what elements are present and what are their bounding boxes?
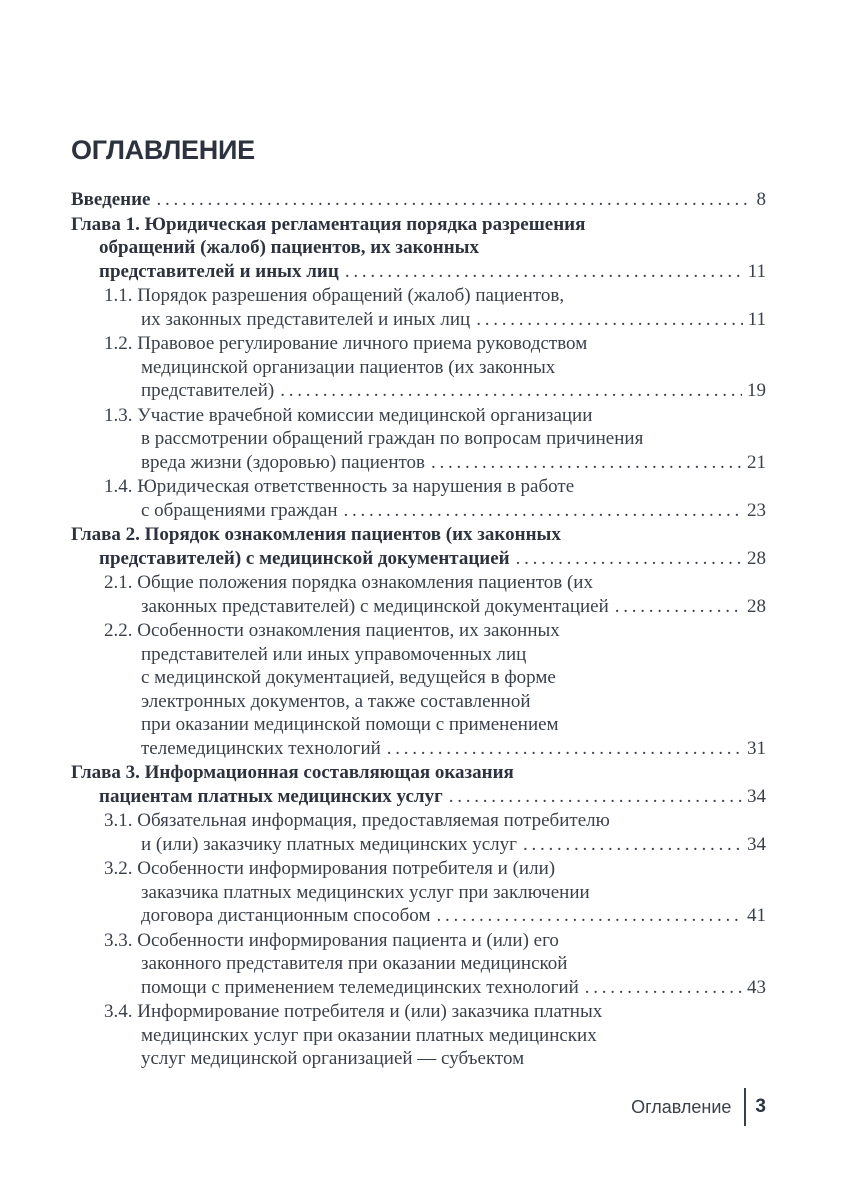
dot-leader [344, 499, 743, 523]
toc-entry-text: и (или) заказчику платных медицинских услуг [141, 833, 517, 855]
toc-entry-text: 1.1. Порядок разрешения обращений (жалоб) пациентов, [104, 285, 565, 306]
toc-entry-text: законных представителей) с медицинской документацией [141, 595, 609, 617]
dot-leader [516, 547, 742, 571]
toc-line [71, 857, 766, 881]
dot-leader [157, 188, 752, 212]
toc-page-number: 28 [747, 595, 766, 617]
toc-line [71, 523, 766, 547]
dot-leader [436, 904, 742, 928]
toc-line [71, 260, 766, 284]
toc-line [71, 547, 766, 571]
toc-entry [71, 475, 766, 522]
toc-list [71, 188, 766, 1071]
toc-entry-text: Введение [71, 189, 151, 210]
toc-line [71, 643, 766, 667]
dot-leader [476, 308, 743, 332]
footer-section-label: Оглавление [631, 1096, 732, 1117]
toc-line [71, 785, 766, 809]
toc-entry-text: при оказании медицинской помощи с применением [141, 714, 559, 735]
toc-line [71, 427, 766, 451]
dot-leader [345, 260, 743, 284]
toc-line [71, 976, 766, 1000]
toc-line [71, 1024, 766, 1048]
toc-entry [71, 929, 766, 1000]
toc-line [71, 666, 766, 690]
toc-page-number: 34 [747, 833, 766, 855]
toc-page-number: 43 [747, 976, 766, 998]
toc-entry-text: 1.3. Участие врачебной комиссии медицинской организации [104, 404, 593, 426]
toc-entry-text: 2.2. Особенности ознакомления пациентов, их законных [104, 620, 560, 641]
toc-line [71, 356, 766, 380]
toc-page-number: 21 [747, 451, 766, 473]
toc-line [71, 308, 766, 332]
dot-leader [523, 833, 742, 857]
toc-entry-text: пациентам платных медицинских услуг [99, 785, 443, 807]
toc-entry-text: представителей) с медицинской документацией [99, 547, 510, 569]
toc-line [71, 595, 766, 619]
toc-entry [71, 213, 766, 284]
toc-entry-text: заказчика платных медицинских услуг при заключении [141, 881, 590, 903]
toc-entry-text: Глава 1. Юридическая регламентация порядка разрешения [71, 213, 586, 235]
toc-line [71, 284, 766, 308]
toc-entry-text: в рассмотрении обращений граждан по вопросам причинения [141, 428, 644, 449]
toc-entry-text: помощи с применением телемедицинских технологий [141, 976, 579, 998]
toc-line [71, 236, 766, 260]
toc-line [71, 451, 766, 475]
toc-page-number: 11 [747, 308, 766, 330]
toc-entry-text: с медицинской документацией, ведущейся в форме [141, 667, 556, 688]
toc-line [71, 737, 766, 761]
dot-leader [585, 976, 742, 1000]
toc-entry-text: электронных документов, а также составленной [141, 690, 531, 712]
toc-entry [71, 332, 766, 403]
toc-entry [71, 284, 766, 331]
dot-leader [280, 379, 742, 403]
toc-entry-text: с обращениями граждан [141, 499, 338, 521]
toc-page-number: 28 [747, 547, 766, 569]
toc-entry-text: законного представителя при оказании медицинской [141, 953, 568, 974]
toc-line [71, 929, 766, 953]
toc-page-number: 23 [747, 499, 766, 521]
toc-line [71, 761, 766, 785]
dot-leader [449, 785, 742, 809]
footer-divider [744, 1088, 746, 1126]
toc-line [71, 713, 766, 737]
toc-entry [71, 571, 766, 618]
footer-page-number: 3 [755, 1096, 766, 1117]
toc-line [71, 379, 766, 403]
toc-line [71, 1000, 766, 1024]
toc-line [71, 904, 766, 928]
toc-entry [71, 188, 766, 212]
toc-entry-text: Глава 3. Информационная составляющая оказания [71, 762, 514, 783]
toc-line [71, 1047, 766, 1071]
toc-entry-text: медицинских услуг при оказании платных медицинских [141, 1024, 597, 1046]
toc-entry [71, 619, 766, 760]
toc-line [71, 404, 766, 428]
toc-entry-text: 3.3. Особенности информирования пациента и (или) его [104, 929, 559, 951]
toc-entry-text: 3.2. Особенности информирования потребителя и (или) [104, 858, 556, 879]
toc-line [71, 881, 766, 905]
toc-entry-text: 2.1. Общие положения порядка ознакомления пациентов (их [104, 572, 593, 593]
toc-entry [71, 523, 766, 570]
toc-page-number: 19 [747, 380, 766, 401]
toc-entry-text: телемедицинских технологий [141, 737, 381, 759]
toc-page-number: 8 [756, 189, 766, 210]
toc-entry-text: обращений (жалоб) пациентов, их законных [99, 237, 479, 258]
toc-entry-text: 1.2. Правовое регулирование личного приема руководством [104, 333, 588, 354]
toc-entry-text: 3.1. Обязательная информация, предоставляемая потребителю [104, 810, 610, 831]
toc-line [71, 690, 766, 714]
toc-entry-text: услуг медицинской организацией — субъектом [141, 1048, 525, 1069]
dot-leader [431, 451, 742, 475]
toc-entry-text: представителей и иных лиц [99, 260, 339, 282]
toc-page-number: 34 [747, 785, 766, 807]
toc-entry [71, 761, 766, 808]
toc-entry-text: представителей) [141, 380, 275, 401]
toc-entry-text: Глава 2. Порядок ознакомления пациентов (их законных [71, 524, 561, 545]
toc-entry-text: их законных представителей и иных лиц [141, 308, 471, 330]
toc-entry-text: 1.4. Юридическая ответственность за нарушения в работе [104, 476, 575, 497]
dot-leader [615, 595, 742, 619]
toc-line [71, 833, 766, 857]
toc-line [71, 332, 766, 356]
toc-line [71, 952, 766, 976]
toc-line [71, 499, 766, 523]
page-footer [631, 1088, 766, 1126]
toc-page-number: 41 [747, 905, 766, 926]
toc-line [71, 809, 766, 833]
toc-entry-text: 3.4. Информирование потребителя и (или) заказчика платных [104, 1001, 603, 1022]
toc-entry-text: медицинской организации пациентов (их законных [141, 356, 556, 378]
toc-page-number: 11 [747, 260, 766, 282]
toc-entry [71, 809, 766, 856]
toc-entry [71, 1000, 766, 1071]
toc-line [71, 213, 766, 237]
toc-line [71, 619, 766, 643]
dot-leader [387, 737, 742, 761]
toc-line [71, 188, 766, 212]
toc-entry-text: договора дистанционным способом [141, 905, 431, 926]
toc-line [71, 571, 766, 595]
toc-entry-text: вреда жизни (здоровью) пациентов [141, 451, 426, 473]
page-title: ОГЛАВЛЕНИЕ [71, 135, 255, 165]
toc-line [71, 475, 766, 499]
toc-entry [71, 404, 766, 475]
toc-entry-text: представителей или иных управомоченных лиц [141, 643, 527, 665]
toc-entry [71, 857, 766, 928]
toc-page-number: 31 [747, 737, 766, 759]
